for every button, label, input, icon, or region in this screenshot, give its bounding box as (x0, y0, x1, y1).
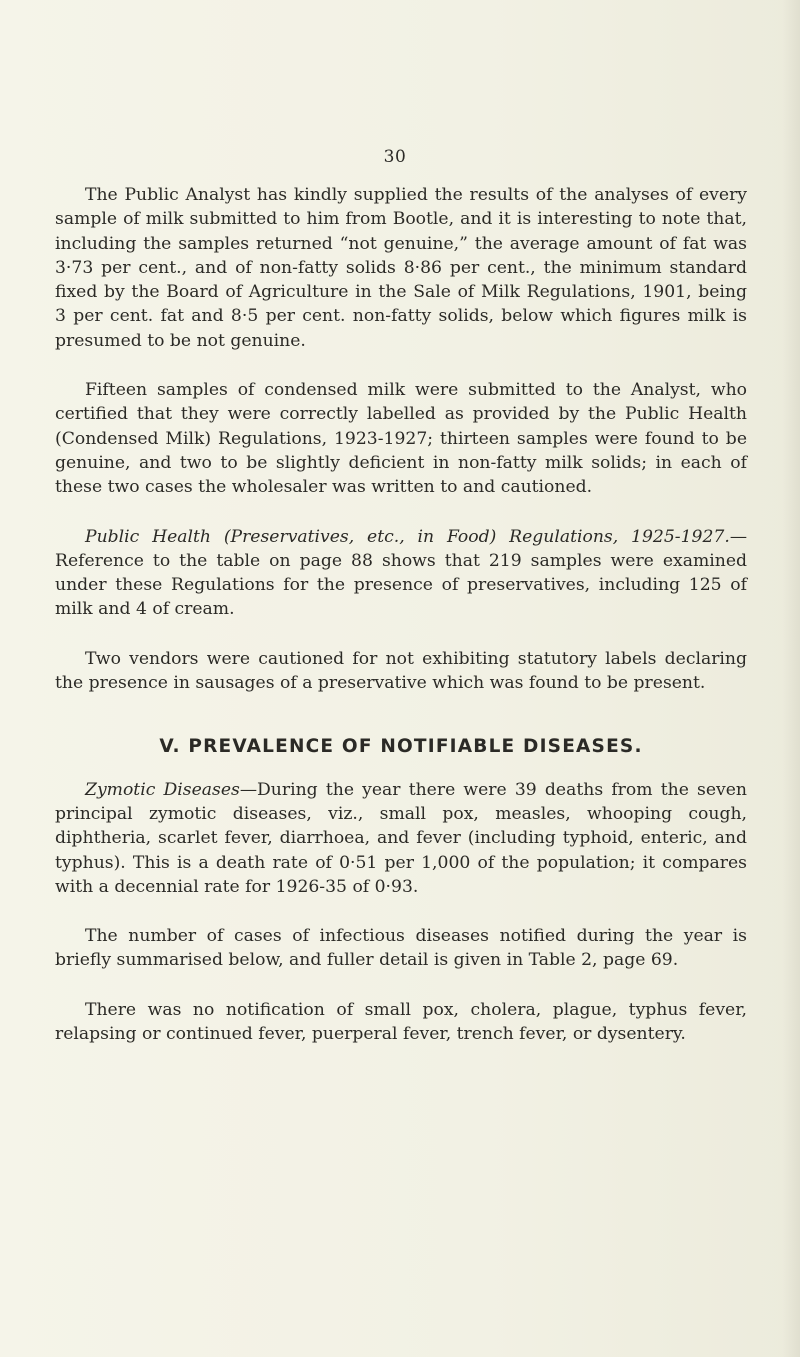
paragraph-text: —Reference to the table on page 88 shows that 219 samples were examined under these Regulations for the presence of preservatives, including 125 of milk and 4 of cream. (55, 526, 747, 620)
paragraph-preservatives-regulations (55, 525, 747, 622)
page-content (55, 183, 747, 1046)
paragraph-condensed-milk (55, 378, 747, 499)
paragraph-milk-analyses (55, 183, 747, 353)
paragraph-lead-title: Public Health (Preservatives, etc., in Food) Regulations, 1925-1927. (85, 526, 730, 547)
paragraph-text: Fifteen samples of condensed milk were submitted to the Analyst, who certified that they were correctly labelled as provided by the Public Health (Condensed Milk) Regulations, 1923-1927; thirteen samples were found to be genuine, and two to be slightly deficient in non-fatty milk solids; in each of these two cases the wholesaler was written to and cautioned. (55, 380, 747, 498)
paragraph-text: Two vendors were cautioned for not exhibiting statutory labels declaring the presence in sausages of a preservative which was found to be present. (55, 648, 747, 694)
paragraph-text: The Public Analyst has kindly supplied the results of the analyses of every sample of milk submitted to him from Bootle, and it is interesting to note that, including the samples returned “not genuine,” the average amount of fat was 3·73 per cent., and of non-fatty solids 8·86 per cent., the minimum standard fixed by the Board of Agriculture in the Sale of Milk Regulations, 1901, being 3 per cent. fat and 8·5 per cent. non-fatty solids, below which figures milk is presumed to be not genuine. (55, 185, 747, 351)
paragraph-vendors-cautioned (55, 647, 747, 696)
paragraph-no-notification (55, 998, 747, 1047)
page-number: 30 (383, 147, 407, 167)
paragraph-text: —During the year there were 39 deaths from the seven principal zymotic diseases, viz., small pox, measles, whooping cough, diphtheria, scarlet fever, diarrhoea, and fever (including typhoid, enteric, and typhus). This is a death rate of 0·51 per 1,000 of the population; it compares with a decennial rate for 1926-35 of 0·93. (55, 779, 747, 897)
paragraph-lead-title: Zymotic Diseases (85, 779, 240, 800)
paragraph-text: There was no notification of small pox, cholera, plague, typhus fever, relapsing or continued fever, puerperal fever, trench fever, or dysentery. (55, 999, 747, 1045)
page-edge-shadow (782, 0, 800, 1357)
paragraph-zymotic-diseases (55, 778, 747, 899)
section-heading: V. PREVALENCE OF NOTIFIABLE DISEASES. (159, 736, 643, 758)
paragraph-text: The number of cases of infectious diseases notified during the year is briefly summarised below, and fuller detail is given in Table 2, page 69. (55, 926, 747, 971)
paragraph-infectious-cases (55, 924, 747, 973)
